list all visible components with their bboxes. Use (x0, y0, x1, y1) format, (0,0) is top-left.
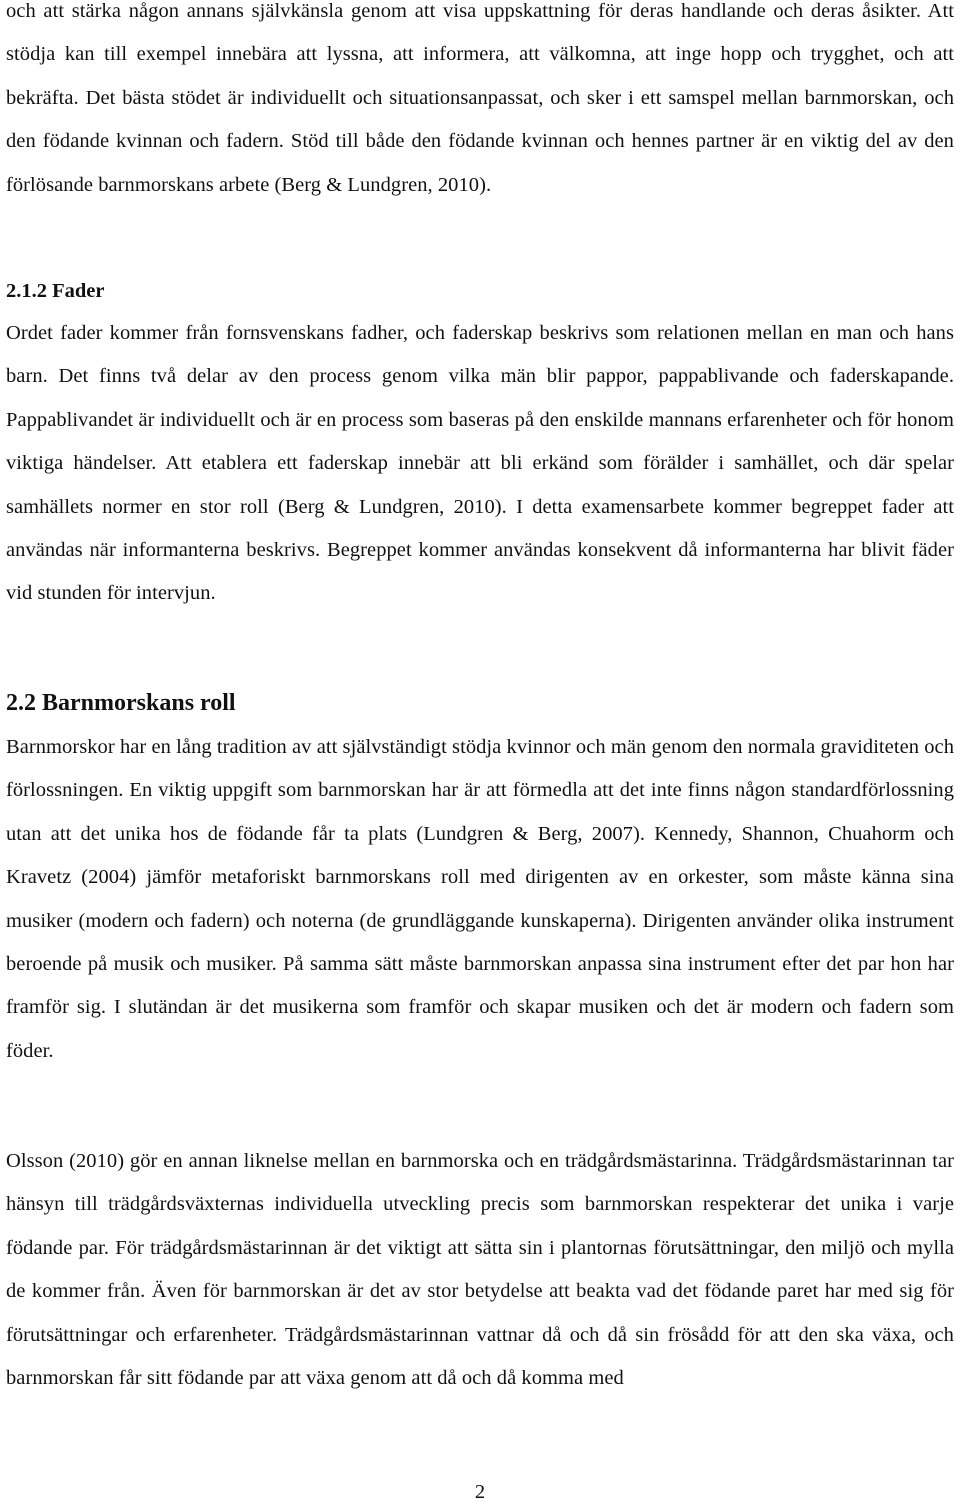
section-heading-barnmorskans-roll: 2.2 Barnmorskans roll (6, 690, 236, 716)
section-heading-fader: 2.1.2 Fader (6, 280, 105, 302)
page-number: 2 (474, 1481, 486, 1503)
paragraph-fader: Ordet fader kommer från fornsvenskans fadher, och faderskap beskrivs som relationen mellan en man och hans barn. Det finns två delar av den process genom vilka män blir pappor, pappablivande och faderskapande. Pappablivandet är individuellt och är en process som baseras på den enskilde mannans erfarenheter och för honom viktiga händelser. Att etablera ett faderskap innebär att bli erkänd som förälder i samhället, och där spelar samhällets normer en stor roll (Berg & Lundgren, 2010). I detta examensarbete kommer begreppet fader att användas när informanterna beskrivs. Begreppet kommer användas konsekvent då informanterna har blivit fäder vid stunden för intervjun. (6, 322, 954, 605)
paragraph-support: och att stärka någon annans självkänsla genom att visa uppskattning för deras handlande och deras åsikter. Att stödja kan till exempel innebära att lyssna, att informera, att välkomna, att inge hopp och trygghet, och att bekräfta. Det bästa stödet är individuellt och situationsanpassat, och sker i ett samspel mellan barnmorskan, och den födande kvinnan och fadern. Stöd till både den födande kvinnan och hennes partner är en viktig del av den förlösande barnmorskans arbete (Berg & Lundgren, 2010). (6, 0, 954, 196)
paragraph-barnmorskans-roll-1: Barnmorskor har en lång tradition av att självständigt stödja kvinnor och män genom den normala graviditeten och förlossningen. En viktig uppgift som barnmorskan har är att förmedla att det inte finns någon standardförlossning utan att det unika hos de födande får ta plats (Lundgren & Berg, 2007). Kennedy, Shannon, Chuahorm och Kravetz (2004) jämför metaforiskt barnmorskans roll med dirigenten av en orkester, som måste känna sina musiker (modern och fadern) och noterna (de grundläggande kunskaperna). Dirigenten använder olika instrument beroende på musik och musiker. På samma sätt måste barnmorskan anpassa sina instrument efter det par hon har framför sig. I slutändan är det musikerna som framför och skapar musiken och det är modern och fadern som föder. (6, 736, 954, 1062)
paragraph-barnmorskans-roll-2: Olsson (2010) gör en annan liknelse mellan en barnmorska och en trädgårdsmästarinna. Trädgårdsmästarinnan tar hänsyn till trädgårdsväxternas individuella utveckling precis som barnmorskan respekterar det unika i varje födande par. För trädgårdsmästarinnan är det viktigt att sätta sin i plantornas förutsättningar, den miljö och mylla de kommer från. Även för barnmorskan är det av stor betydelse att beakta vad det födande paret har med sig för förutsättningar och erfarenheter. Trädgårdsmästarinnan vattnar då och då sin frösådd för att den ska växa, och barnmorskan får sitt födande par att växa genom att då och då komma med (6, 1150, 954, 1390)
